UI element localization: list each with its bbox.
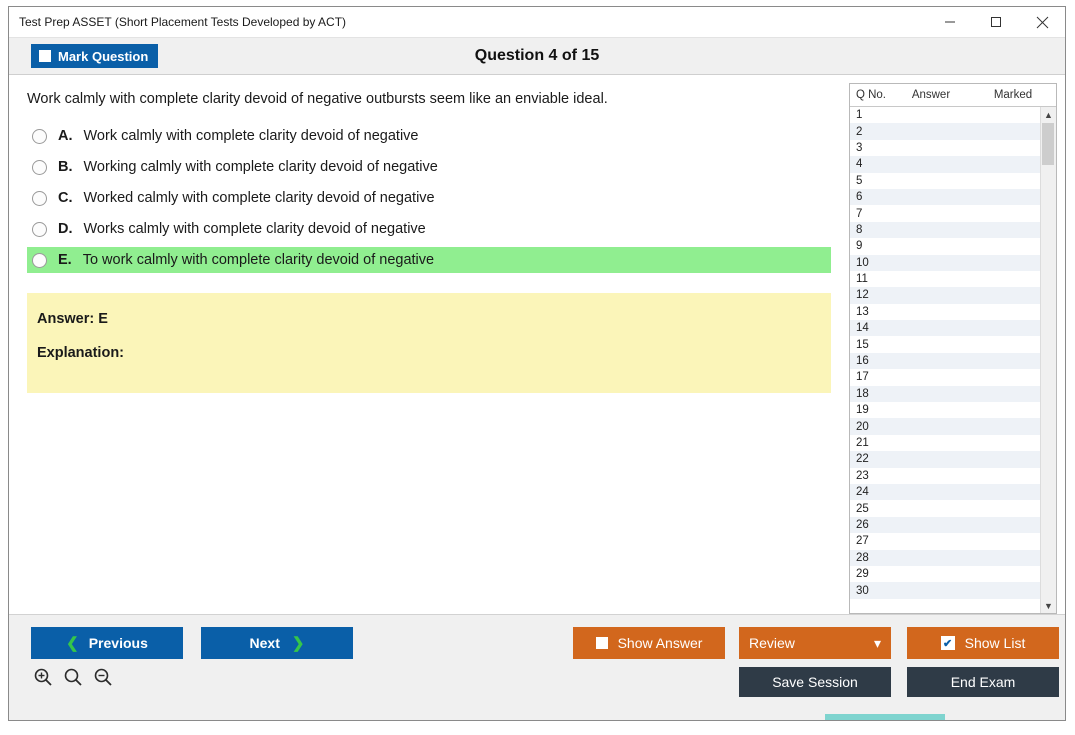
previous-label: Previous: [88, 635, 148, 651]
question-list-row[interactable]: [850, 468, 1040, 484]
save-session-label: Save Session: [772, 674, 858, 690]
question-list-row[interactable]: [850, 189, 1040, 205]
question-list-row[interactable]: [850, 238, 1040, 254]
option-text: Work calmly with complete clarity devoid of negative: [83, 128, 419, 145]
question-text: Work calmly with complete clarity devoid of negative outbursts seem like an enviable ideal.: [27, 91, 608, 107]
question-number: 10: [856, 256, 869, 269]
question-pane: [9, 75, 849, 614]
question-number: 18: [856, 387, 869, 400]
scrollbar-thumb[interactable]: [1042, 123, 1054, 165]
answer-panel: [27, 293, 831, 393]
zoom-toolbar: [33, 667, 113, 692]
title-bar: [9, 7, 1065, 38]
question-number: 25: [856, 502, 869, 515]
show-list-button[interactable]: [907, 627, 1059, 659]
question-list-row[interactable]: [850, 255, 1040, 271]
question-list-row[interactable]: [850, 304, 1040, 320]
question-number: 11: [856, 273, 868, 286]
question-list-row[interactable]: [850, 156, 1040, 172]
question-number: 27: [856, 535, 869, 548]
show-answer-label: Show Answer: [617, 635, 703, 651]
question-number: 28: [856, 551, 869, 564]
question-number: 6: [856, 191, 863, 204]
body-area: [9, 75, 1065, 614]
question-list-row[interactable]: [850, 582, 1040, 598]
option-row-b[interactable]: [27, 154, 849, 180]
close-icon[interactable]: [1019, 8, 1065, 37]
question-number: 8: [856, 223, 863, 236]
question-number: 29: [856, 568, 869, 581]
zoom-in-icon[interactable]: [33, 667, 53, 692]
question-number: 3: [856, 141, 863, 154]
question-number: 5: [856, 174, 863, 187]
question-list-row[interactable]: [850, 107, 1040, 123]
question-list-row[interactable]: [850, 451, 1040, 467]
question-list-row[interactable]: [850, 386, 1040, 402]
question-list-row[interactable]: [850, 533, 1040, 549]
question-number: 21: [856, 437, 869, 449]
radio-icon[interactable]: [32, 222, 47, 237]
zoom-reset-icon[interactable]: [63, 667, 83, 692]
options-list: [9, 123, 849, 273]
question-list-body: [850, 107, 1056, 613]
chevron-right-icon: ❯: [291, 635, 305, 652]
option-letter: A.: [58, 128, 73, 145]
application-window: [8, 6, 1066, 721]
question-number: 4: [856, 158, 863, 171]
footer-toolbar: [9, 614, 1065, 720]
header-bar: [9, 38, 1065, 75]
previous-button[interactable]: [31, 627, 183, 659]
option-text: Working calmly with complete clarity devoid of negative: [83, 159, 438, 176]
explanation-label: Explanation:: [37, 345, 125, 362]
scroll-down-icon[interactable]: ▼: [1044, 600, 1053, 611]
question-number: 20: [856, 420, 869, 433]
option-letter: E.: [58, 252, 72, 269]
review-dropdown-button[interactable]: [739, 627, 891, 659]
answer-label: Answer: E: [37, 311, 108, 328]
question-list-row[interactable]: [850, 123, 1040, 139]
review-label: Review: [749, 635, 795, 651]
chevron-down-icon: ▾: [873, 634, 881, 651]
option-text: To work calmly with complete clarity devoid of negative: [82, 252, 435, 269]
question-number: 14: [856, 322, 869, 335]
question-number: 30: [856, 584, 869, 597]
question-number: 16: [856, 355, 869, 368]
mark-question-button[interactable]: [31, 44, 158, 68]
option-text: Works calmly with complete clarity devoid of negative: [83, 221, 426, 238]
question-number: 15: [856, 338, 869, 351]
question-list-row[interactable]: [850, 402, 1040, 418]
show-list-checkbox-icon: ✔: [941, 636, 955, 650]
question-number: 9: [856, 240, 863, 253]
question-list-header: [850, 84, 1056, 107]
question-number: 22: [856, 453, 869, 466]
taskbar-accent: [825, 714, 945, 720]
question-number: 7: [856, 207, 863, 220]
maximize-icon[interactable]: [973, 8, 1019, 37]
question-list-row[interactable]: [850, 287, 1040, 303]
radio-icon[interactable]: [32, 160, 47, 175]
option-row-d[interactable]: [27, 216, 849, 242]
status-strip: [9, 710, 1065, 720]
question-list-row[interactable]: [850, 418, 1040, 434]
question-number: 12: [856, 289, 869, 302]
option-letter: B.: [58, 159, 73, 176]
show-answer-checkbox-icon: [596, 637, 608, 649]
column-header-qno: Q No.: [855, 89, 887, 101]
question-number: 17: [856, 371, 869, 384]
question-number: 13: [856, 305, 869, 318]
zoom-out-icon[interactable]: [93, 667, 113, 692]
question-number: 19: [856, 404, 869, 417]
question-number: 2: [856, 125, 863, 138]
question-list-row[interactable]: [850, 173, 1040, 189]
radio-icon[interactable]: [32, 191, 47, 206]
option-row-c[interactable]: [27, 185, 849, 211]
question-number: 24: [856, 486, 869, 499]
question-list-row[interactable]: [850, 517, 1040, 533]
question-list-rows: [850, 107, 1040, 613]
next-label: Next: [249, 635, 280, 651]
show-list-label: Show List: [964, 635, 1026, 651]
question-list-row[interactable]: [850, 320, 1040, 336]
option-text: Worked calmly with complete clarity devoid of negative: [83, 190, 435, 207]
question-list-row[interactable]: [850, 566, 1040, 582]
question-list-pane: [849, 83, 1057, 614]
question-list-row[interactable]: [850, 140, 1040, 156]
question-list-row[interactable]: [850, 205, 1040, 221]
window-title: Test Prep ASSET (Short Placement Tests Developed by ACT): [19, 15, 347, 29]
mark-question-label: Mark Question: [58, 48, 149, 64]
question-number: 23: [856, 469, 869, 482]
option-letter: D.: [58, 221, 73, 238]
question-list-row[interactable]: [850, 550, 1040, 566]
end-exam-button[interactable]: [907, 667, 1059, 697]
question-list-row[interactable]: [850, 435, 1040, 451]
minimize-icon[interactable]: [927, 8, 973, 37]
radio-icon[interactable]: [32, 253, 47, 268]
radio-icon[interactable]: [32, 129, 47, 144]
option-letter: C.: [58, 190, 73, 207]
question-list-row[interactable]: [850, 336, 1040, 352]
chevron-left-icon: ❮: [66, 635, 79, 652]
show-answer-button[interactable]: [573, 627, 725, 659]
option-row-a[interactable]: [27, 123, 849, 149]
column-header-marked: Marked: [993, 89, 1033, 101]
question-list-scrollbar[interactable]: [1040, 107, 1056, 613]
next-button[interactable]: [201, 627, 353, 659]
question-counter: Question 4 of 15: [474, 47, 600, 64]
question-list-row[interactable]: [850, 484, 1040, 500]
question-list-row[interactable]: [850, 271, 1040, 287]
option-row-e[interactable]: [27, 247, 831, 273]
question-number: 26: [856, 518, 869, 531]
question-list-row[interactable]: [850, 222, 1040, 238]
mark-question-checkbox-icon: [39, 50, 51, 62]
save-session-button[interactable]: [739, 667, 891, 697]
question-number: 1: [856, 109, 863, 122]
question-list-row[interactable]: [850, 369, 1040, 385]
question-list-row[interactable]: [850, 353, 1040, 369]
question-list-row[interactable]: [850, 500, 1040, 516]
end-exam-label: End Exam: [950, 674, 1016, 690]
scroll-up-icon[interactable]: ▲: [1044, 109, 1053, 120]
column-header-answer: Answer: [911, 89, 951, 101]
